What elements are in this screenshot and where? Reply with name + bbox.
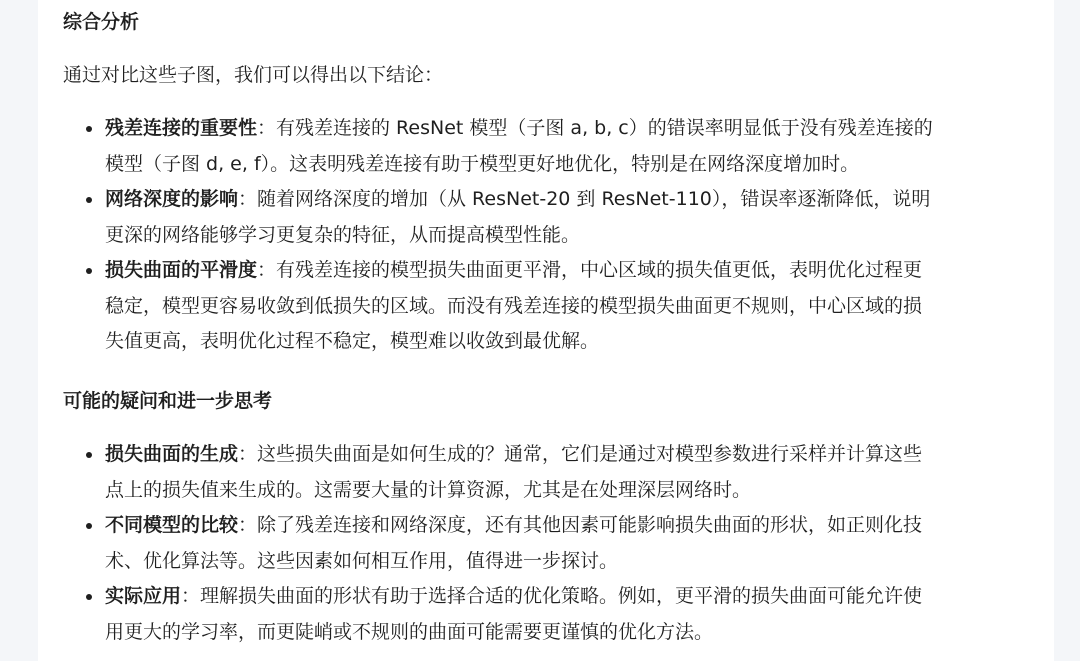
list-item-term: 不同模型的比较 bbox=[105, 514, 239, 536]
list-item bbox=[38, 253, 1054, 360]
bullet-icon bbox=[86, 523, 92, 529]
list-item-line bbox=[105, 253, 1018, 289]
list-item-text: ：随着网络深度的增加（从 ResNet-20 到 ResNet-110），错误率逐渐降低，说明 bbox=[238, 188, 931, 210]
list-item-text: ：除了残差连接和网络深度，还有其他因素可能影响损失曲面的形状，如正则化技 bbox=[238, 514, 923, 536]
list-item bbox=[38, 437, 1054, 508]
list-item-line: 失值更高，表明优化过程不稳定，模型难以收敛到最优解。 bbox=[105, 330, 600, 352]
list-item-term: 实际应用 bbox=[105, 585, 182, 607]
list-item-line bbox=[105, 182, 1018, 218]
list-item-text: ：有残差连接的 ResNet 模型（子图 a, b, c）的错误率明显低于没有残差连接的 bbox=[257, 117, 933, 139]
list-item-text: ：理解损失曲面的形状有助于选择合适的优化策略。例如，更平滑的损失曲面可能允许使 bbox=[181, 585, 923, 607]
list-item-term: 网络深度的影响 bbox=[105, 188, 239, 210]
list-item-text: ：这些损失曲面是如何生成的？通常，它们是通过对模型参数进行采样并计算这些 bbox=[238, 443, 923, 465]
conclusions-list bbox=[38, 111, 1054, 360]
list-item-term: 损失曲面的生成 bbox=[105, 443, 239, 465]
questions-list bbox=[38, 437, 1054, 650]
list-item-line: 稳定，模型更容易收敛到低损失的区域。而没有残差连接的模型损失曲面更不规则，中心区域的损 bbox=[105, 294, 923, 317]
list-item-term: 损失曲面的平滑度 bbox=[105, 259, 258, 281]
bullet-icon bbox=[86, 197, 92, 203]
section-title-analysis: 综合分析 bbox=[63, 11, 140, 33]
bullet-icon bbox=[86, 452, 92, 458]
bullet-icon bbox=[86, 594, 92, 600]
list-item-line: 模型（子图 d, e, f）。这表明残差连接有助于模型更好地优化，特别是在网络深度增加时。 bbox=[105, 152, 860, 175]
section-title-questions: 可能的疑问和进一步思考 bbox=[63, 390, 273, 412]
list-item bbox=[38, 508, 1054, 579]
list-item-line: 更深的网络能够学习更复杂的特征，从而提高模型性能。 bbox=[105, 223, 581, 246]
list-item-line: 点上的损失值来生成的。这需要大量的计算资源，尤其是在处理深层网络时。 bbox=[105, 478, 752, 501]
bullet-icon bbox=[86, 126, 92, 132]
list-item bbox=[38, 111, 1054, 182]
list-item-line bbox=[105, 508, 1018, 544]
list-item-line: 用更大的学习率，而更陡峭或不规则的曲面可能需要更谨慎的优化方法。 bbox=[105, 620, 714, 643]
list-item-line bbox=[105, 111, 1018, 147]
bullet-icon bbox=[86, 268, 92, 274]
list-item bbox=[38, 182, 1054, 253]
document-page bbox=[38, 0, 1054, 661]
list-item-line bbox=[105, 437, 1018, 473]
intro-paragraph: 通过对比这些子图，我们可以得出以下结论： bbox=[63, 64, 444, 86]
list-item-term: 残差连接的重要性 bbox=[105, 117, 258, 139]
list-item-line: 术、优化算法等。这些因素如何相互作用，值得进一步探讨。 bbox=[105, 549, 619, 572]
list-item-text: ：有残差连接的模型损失曲面更平滑，中心区域的损失值更低，表明优化过程更 bbox=[257, 259, 923, 281]
list-item bbox=[38, 579, 1054, 650]
list-item-line bbox=[105, 579, 1018, 615]
